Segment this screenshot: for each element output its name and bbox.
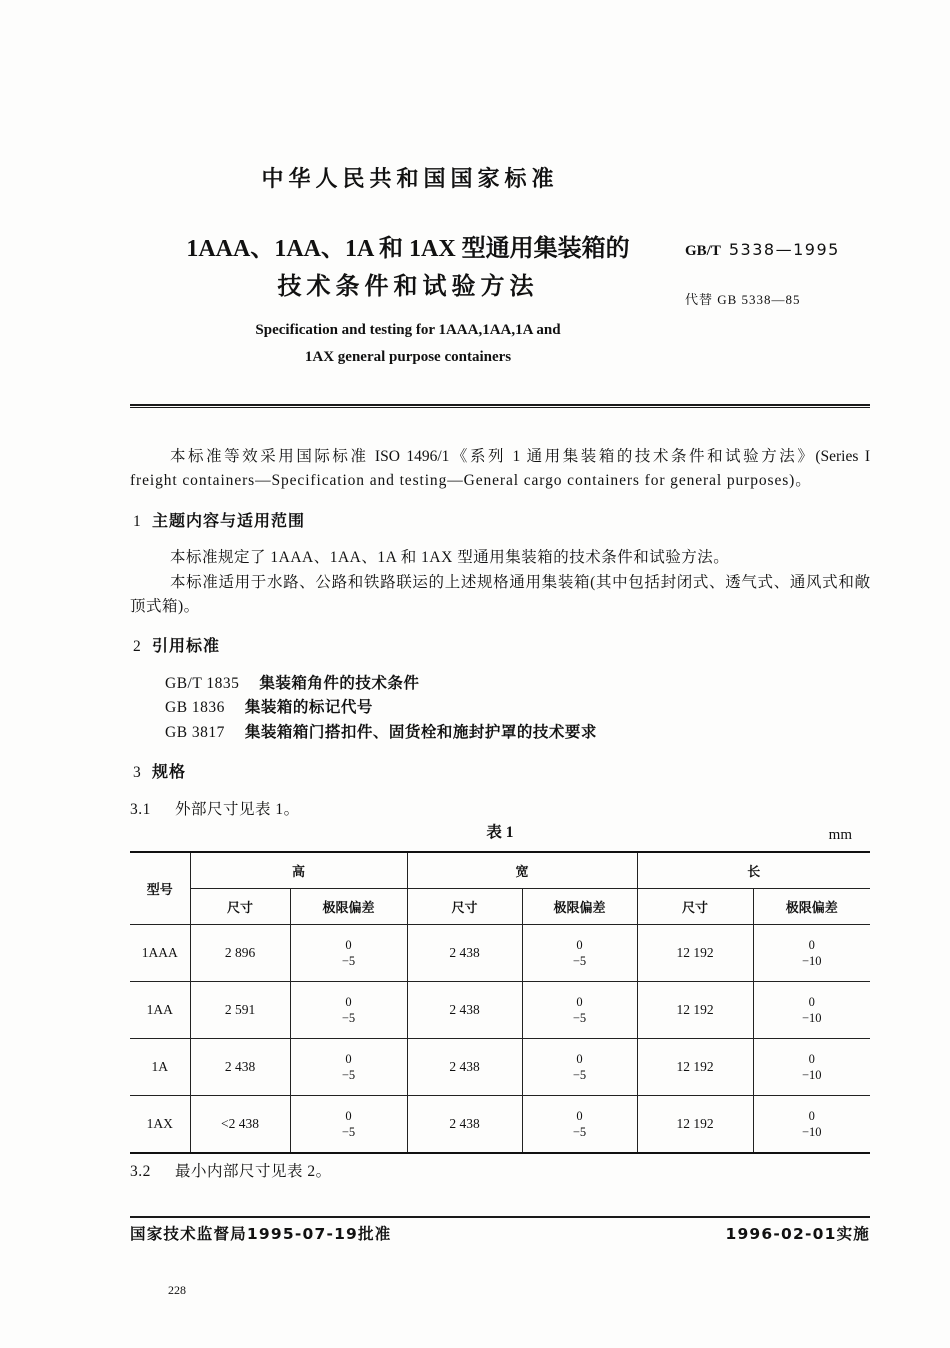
tolerance-upper: 0 (576, 995, 583, 1009)
table-1-caption: 表 1 (486, 824, 514, 841)
table-row (130, 925, 870, 982)
tolerance-lower: −10 (802, 954, 822, 968)
reference-item (165, 721, 597, 745)
tolerance-lower: −10 (802, 1011, 822, 1025)
height-tolerance-cell (290, 925, 407, 982)
reference-item (165, 696, 373, 720)
section-title: 规格 (152, 762, 187, 781)
reference-title: 集装箱箱门搭扣件、固货栓和施封护罩的技术要求 (244, 724, 597, 741)
tolerance-lower: −5 (341, 954, 356, 968)
height-tolerance-cell (290, 1039, 407, 1096)
header-width: 宽 (407, 852, 637, 889)
section-number: 3 (133, 764, 141, 781)
effective-date: 1996-02-01实施 (725, 1225, 870, 1243)
tolerance-upper: 0 (808, 1109, 815, 1123)
length-size-cell: 12 192 (637, 1039, 753, 1096)
footer-rule (130, 1216, 870, 1218)
tolerance-upper: 0 (345, 1109, 352, 1123)
header-rule (130, 404, 870, 408)
title-cn-line-1: 1AAA、1AA、1A 和 1AX 型通用集装箱的 (186, 236, 630, 262)
clause-3-1 (130, 798, 300, 822)
section-title: 主题内容与适用范围 (152, 511, 306, 530)
replaces-note: 代替 GB 5338—85 (685, 292, 801, 307)
header-width-size: 尺寸 (407, 889, 522, 925)
length-size-cell: 12 192 (637, 982, 753, 1039)
table-row (130, 1039, 870, 1096)
reference-code: GB/T 1835 (165, 675, 240, 692)
width-size-cell: 2 438 (407, 1039, 522, 1096)
tolerance-lower: −10 (802, 1125, 822, 1139)
section-number: 2 (133, 638, 141, 655)
tolerance-lower: −10 (802, 1068, 822, 1082)
height-size-cell: 2 591 (190, 982, 290, 1039)
table-header-row (130, 852, 870, 889)
width-size-cell: 2 438 (407, 925, 522, 982)
height-size-cell: 2 896 (190, 925, 290, 982)
tolerance-upper: 0 (808, 1052, 815, 1066)
reference-code: GB 3817 (165, 724, 225, 741)
tolerance-upper: 0 (345, 1052, 352, 1066)
length-size-cell: 12 192 (637, 925, 753, 982)
width-size-cell: 2 438 (407, 1096, 522, 1154)
width-size-cell: 2 438 (407, 982, 522, 1039)
tolerance-upper: 0 (576, 1052, 583, 1066)
table-subheader-row (130, 889, 870, 925)
width-tolerance-cell (522, 925, 637, 982)
tolerance-upper: 0 (576, 938, 583, 952)
length-size-cell: 12 192 (637, 1096, 753, 1154)
page-number: 228 (168, 1283, 186, 1297)
approval-date: 国家技术监督局1995-07-19批准 (130, 1225, 392, 1243)
title-en-line-2: 1AX general purpose containers (304, 349, 512, 365)
tolerance-upper: 0 (576, 1109, 583, 1123)
clause-text: 最小内部尺寸见表 2。 (175, 1163, 332, 1180)
header-length-size: 尺寸 (637, 889, 753, 925)
reference-code: GB 1836 (165, 699, 225, 716)
tolerance-lower: −5 (341, 1125, 356, 1139)
title-cn-line-2: 技术条件和试验方法 (277, 274, 539, 300)
clause-text: 外部尺寸见表 1。 (175, 801, 300, 818)
width-tolerance-cell (522, 1096, 637, 1154)
scope-paragraph-1: 本标准规定了 1AAA、1AA、1A 和 1AX 型通用集装箱的技术条件和试验方法。 (170, 549, 730, 566)
section-3-heading (130, 760, 186, 785)
model-cell: 1AX (130, 1096, 190, 1154)
header-model: 型号 (130, 852, 190, 925)
foreword-line-1: 本标准等效采用国际标准 ISO 1496/1《系列 1 通用集装箱的技术条件和试验方法》(Series I (170, 448, 870, 465)
table-row (130, 1096, 870, 1154)
clause-number: 3.1 (130, 801, 151, 818)
tolerance-lower: −5 (572, 1125, 587, 1139)
header-height-size: 尺寸 (190, 889, 290, 925)
header-length-tolerance: 极限偏差 (753, 889, 870, 925)
tolerance-lower: −5 (572, 954, 587, 968)
height-size-cell: <2 438 (190, 1096, 290, 1154)
section-1-heading (130, 509, 305, 534)
header-width-tolerance: 极限偏差 (522, 889, 637, 925)
national-standard-label: 中华人民共和国国家标准 (261, 167, 559, 192)
table-row (130, 982, 870, 1039)
scope-paragraph-2-line-2: 顶式箱)。 (130, 598, 200, 615)
tolerance-lower: −5 (572, 1011, 587, 1025)
tolerance-upper: 0 (808, 938, 815, 952)
clause-number: 3.2 (130, 1163, 151, 1180)
foreword-line-2: freight containers—Specification and testing—General cargo containers for general purposes)。 (130, 472, 812, 489)
reference-item (165, 672, 419, 696)
section-number: 1 (133, 513, 141, 530)
table-unit: mm (828, 827, 852, 843)
standard-code-number: 5338—1995 (728, 240, 840, 259)
model-cell: 1A (130, 1039, 190, 1096)
width-tolerance-cell (522, 1039, 637, 1096)
header-length: 长 (637, 852, 870, 889)
length-tolerance-cell (753, 1096, 870, 1154)
tolerance-upper: 0 (345, 938, 352, 952)
height-size-cell: 2 438 (190, 1039, 290, 1096)
tolerance-lower: −5 (341, 1011, 356, 1025)
length-tolerance-cell (753, 982, 870, 1039)
section-title: 引用标准 (152, 636, 221, 655)
length-tolerance-cell (753, 925, 870, 982)
width-tolerance-cell (522, 982, 637, 1039)
scope-paragraph-2-line-1: 本标准适用于水路、公路和铁路联运的上述规格通用集装箱(其中包括封闭式、透气式、通风式和敞 (170, 574, 870, 591)
tolerance-upper: 0 (345, 995, 352, 1009)
tolerance-lower: −5 (572, 1068, 587, 1082)
table-1 (130, 851, 870, 1154)
model-cell: 1AAA (130, 925, 190, 982)
standard-code-prefix: GB/T (685, 243, 721, 259)
length-tolerance-cell (753, 1039, 870, 1096)
section-2-heading (130, 634, 220, 659)
tolerance-lower: −5 (341, 1068, 356, 1082)
reference-title: 集装箱的标记代号 (244, 699, 373, 716)
title-en-line-1: Specification and testing for 1AAA,1AA,1A and (255, 322, 561, 338)
reference-title: 集装箱角件的技术条件 (259, 675, 420, 692)
clause-3-2 (130, 1160, 332, 1184)
header-height: 高 (190, 852, 407, 889)
height-tolerance-cell (290, 982, 407, 1039)
tolerance-upper: 0 (808, 995, 815, 1009)
header-height-tolerance: 极限偏差 (290, 889, 407, 925)
height-tolerance-cell (290, 1096, 407, 1154)
model-cell: 1AA (130, 982, 190, 1039)
standard-code (685, 238, 840, 263)
